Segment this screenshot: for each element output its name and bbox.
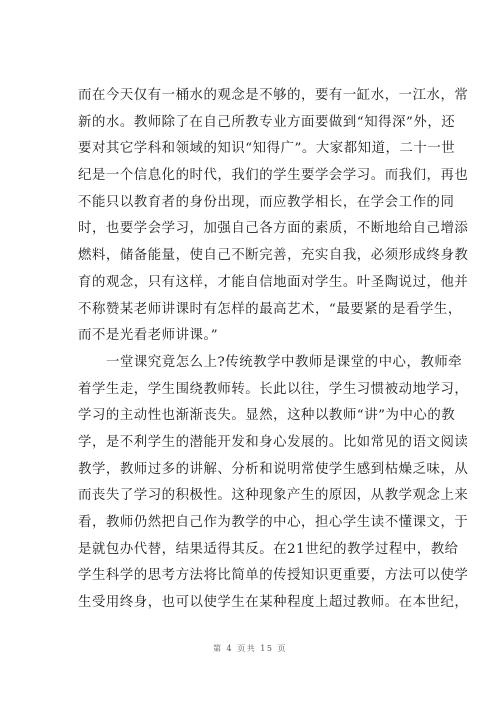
body-text [78,83,469,617]
text-line: 新的水。教师除了在自己所教专业方面要做到“知得深”外，还 [78,114,456,130]
text-line: 学，是不利学生的潜能开发和身心发展的。比如常见的语文阅读 [78,434,469,450]
text-line: 教学，教师过多的讲解、分析和说明常使学生感到枯燥乏味，从 [78,461,469,477]
text-line: 纪是一个信息化的时代，我们的学生要学会学习。而我们，再也 [78,168,469,184]
text-line: 学生科学的思考方法将比简单的传授知识更重要，方法可以使学 [78,568,469,584]
text-line: 育的观念，只有这样，才能自信地面对学生。叶圣陶说过，他并 [78,274,469,290]
paragraph-start-line: 一堂课究竟怎么上?传统教学中教师是课堂的中心，教师牵 [106,354,463,370]
page-number-footer: 第 4 页共 15 页 [213,644,287,653]
text-line: 时，也要学会学习，加强自己各方面的素质，不断地给自己增添 [78,221,469,237]
text-line: 燃料，储备能量，使自己不断完善，充实自我，必须形成终身教 [78,248,469,264]
text-line: 而在今天仅有一桶水的观念是不够的，要有一缸水，一江水，常 [78,88,469,103]
text-line: 学习的主动性也渐渐丧失。显然，这种以教师“讲”为中心的教 [78,408,456,424]
text-line: 而不是光看老师讲课。” [78,328,219,344]
text-line: 不能只以教育者的身份出现，而应教学相长，在学会工作的同 [78,194,455,210]
text-line: 着学生走，学生围绕教师转。长此以往，学生习惯被动地学习， [78,381,469,397]
text-line: 要对其它学科和领域的知识“知得广”。大家都知道，二十一世 [78,141,456,157]
text-line: 生受用终身，也可以使学生在某种程度上超过教师。在本世纪， [78,595,469,611]
text-line: 是就包办代替，结果适得其反。在21世纪的教学过程中，教给 [78,541,459,557]
text-line: 而丧失了学习的积极性。这种现象产生的原因，从教学观念上来 [78,488,469,504]
text-line: 不称赞某老师讲课时有怎样的最高艺术，“最要紧的是看学生， [78,301,462,317]
text-line: 看，教师仍然把自己作为教学的中心，担心学生读不懂课文，于 [78,515,469,530]
